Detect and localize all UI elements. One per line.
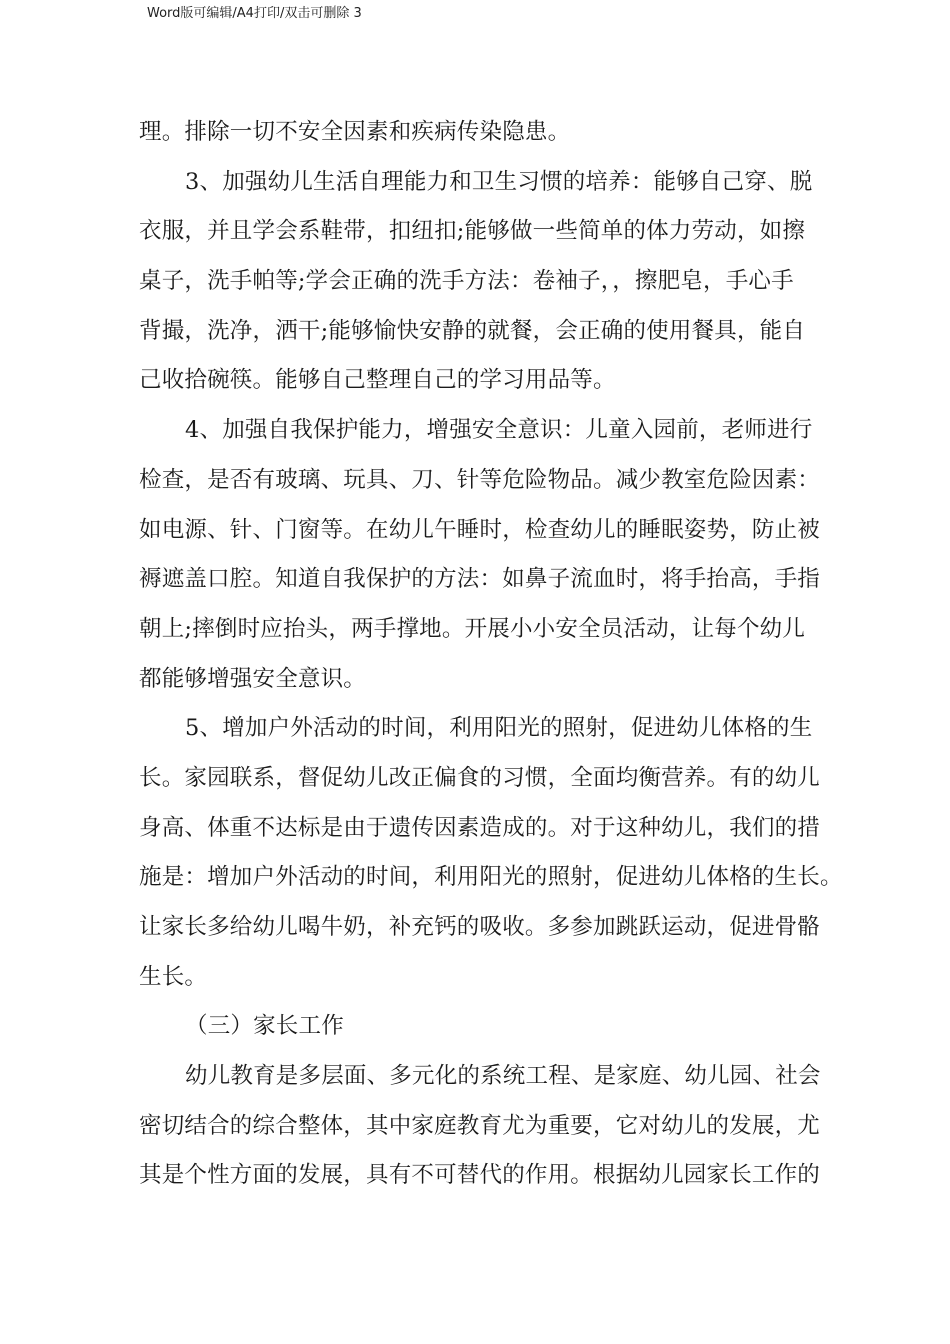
text-line: 长。家园联系，督促幼儿改正偏食的习惯，全面均衡营养。有的幼儿 xyxy=(139,764,821,791)
text-line: 桌子，洗手帕等;学会正确的洗手方法：卷袖子，，擦肥皂，手心手 xyxy=(139,268,794,295)
text-line: 5、增加户外活动的时间，利用阳光的照射，促进幼儿体格的生 xyxy=(185,715,813,742)
text-line: 检查，是否有玻璃、玩具、刀、针等危险物品。减少教室危险因素： xyxy=(139,466,821,493)
text-line: 如电源、针、门窗等。在幼儿午睡时，检查幼儿的睡眠姿势，防止被 xyxy=(139,516,821,543)
text-line: 其是个性方面的发展，具有不可替代的作用。根据幼儿园家长工作的 xyxy=(139,1162,821,1189)
header-note: Word版可编辑/A4打印/双击可删除 3 xyxy=(147,6,362,21)
text-line: 朝上;摔倒时应抬头，两手撑地。开展小小安全员活动，让每个幼儿 xyxy=(139,615,806,642)
section-heading: （三）家长工作 xyxy=(185,1013,344,1040)
body-text xyxy=(139,108,843,1201)
text-line: 褥遮盖口腔。知道自我保护的方法：如鼻子流血时，将手抬高，手指 xyxy=(139,566,821,593)
text-line: 密切结合的综合整体，其中家庭教育尤为重要，它对幼儿的发展，尤 xyxy=(139,1112,821,1139)
text-line: 4、加强自我保护能力，增强安全意识：儿童入园前，老师进行 xyxy=(185,417,813,444)
text-line: 背撮，洗净，洒干;能够愉快安静的就餐，会正确的使用餐具，能自 xyxy=(139,317,806,344)
text-line: 让家长多给幼儿喝牛奶，补充钙的吸收。多参加跳跃运动，促进骨骼 xyxy=(139,914,821,940)
text-line: 衣服，并且学会系鞋带，扣纽扣;能够做一些简单的体力劳动，如擦 xyxy=(139,218,806,245)
text-line: 理。排除一切不安全因素和疾病传染隐患。 xyxy=(139,119,571,145)
text-line: 施是：增加户外活动的时间，利用阳光的照射，促进幼儿体格的生长。 xyxy=(139,864,843,891)
text-line: 幼儿教育是多层面、多元化的系统工程、是家庭、幼儿园、社会 xyxy=(185,1063,821,1090)
text-line: 生长。 xyxy=(139,963,208,990)
text-line: 都能够增强安全意识。 xyxy=(139,665,367,692)
text-line: 3、加强幼儿生活自理能力和卫生习惯的培养：能够自己穿、脱 xyxy=(185,168,813,195)
text-line: 己收拾碗筷。能够自己整理自己的学习用品等。 xyxy=(139,367,616,394)
text-line: 身高、体重不达标是由于遗传因素造成的。对于这种幼儿，我们的措 xyxy=(139,814,821,841)
